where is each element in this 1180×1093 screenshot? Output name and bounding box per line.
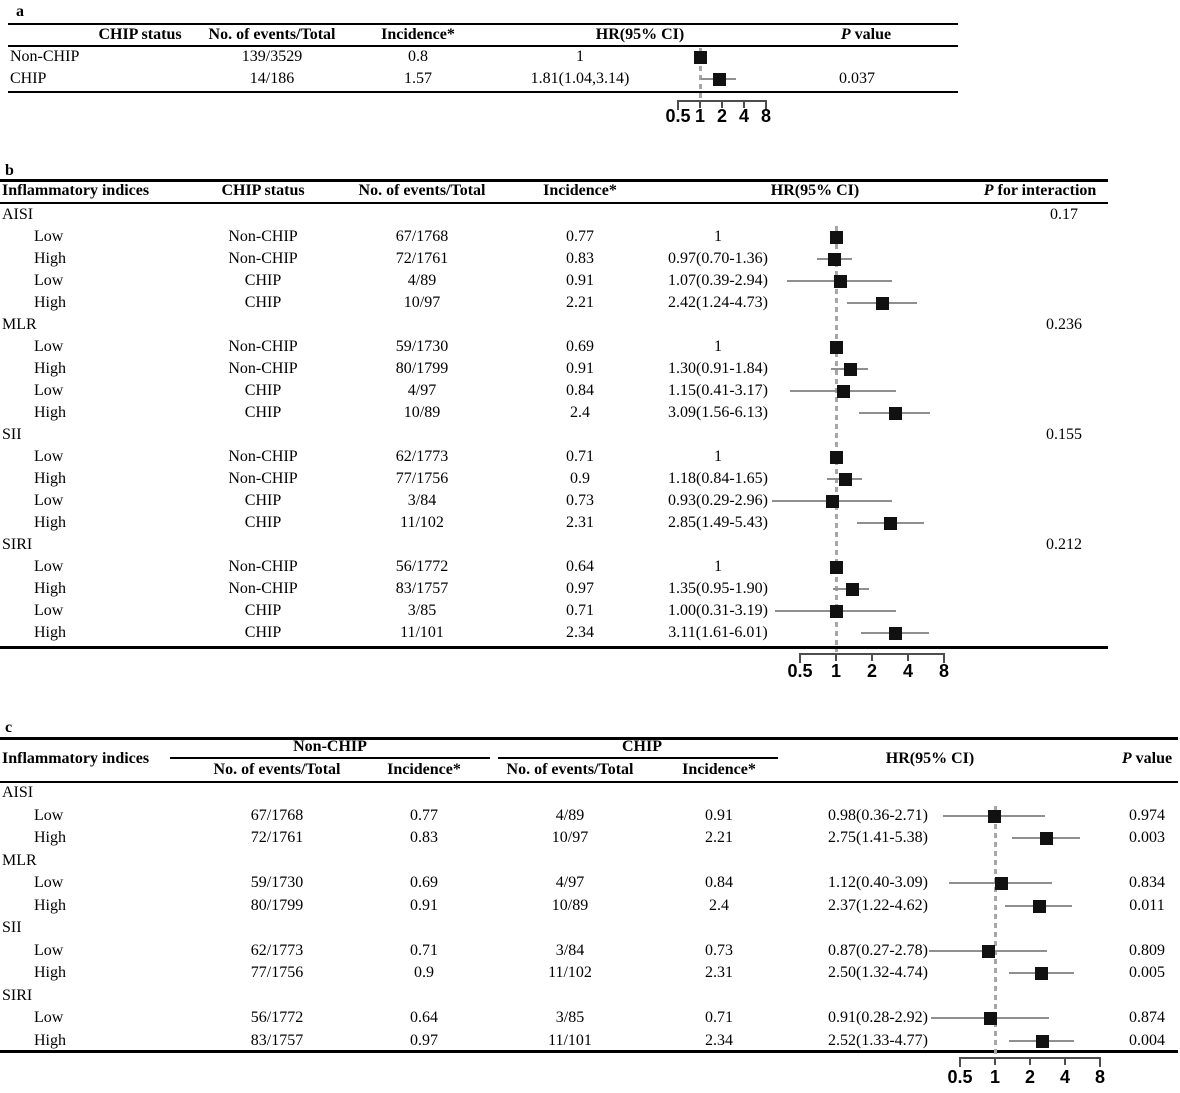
axis-tick-label: 0.5 xyxy=(665,106,691,126)
cell-hr-text: 1.81(1.04,3.14) xyxy=(530,70,630,87)
p-letter-italic: P xyxy=(983,182,994,199)
cell-nonchip-events: 77/1756 xyxy=(250,964,304,981)
cell-chip-events: 11/101 xyxy=(548,1031,592,1049)
cell-chip-status: Non-CHIP xyxy=(228,338,298,355)
cell-nonchip-incidence: 0.9 xyxy=(414,964,434,981)
forest-square xyxy=(889,407,902,420)
cell-events: 3/84 xyxy=(407,492,437,509)
cell-hr-text: 2.52(1.33-4.77) xyxy=(828,1031,928,1049)
cell-p-value: 0.005 xyxy=(1129,964,1165,981)
sub-header-nonchip-incidence: Incidence* xyxy=(387,761,461,778)
cell-incidence: 0.8 xyxy=(408,48,428,65)
cell-hr-text: 1.12(0.40-3.09) xyxy=(828,874,928,891)
cell-p-interaction: 0.17 xyxy=(1050,206,1078,223)
p-label-rest: value xyxy=(850,26,892,43)
cell-p-interaction: 0.212 xyxy=(1046,536,1082,553)
cell-chip-status: CHIP xyxy=(244,294,282,311)
panel-b-label: b xyxy=(5,162,14,179)
cell-events: 14/186 xyxy=(249,70,295,87)
axis-tick-label: 8 xyxy=(1094,1067,1106,1087)
col-header-events: No. of events/Total xyxy=(358,182,486,199)
cell-chip-status: CHIP xyxy=(244,404,282,421)
cell-events: 3/85 xyxy=(407,602,437,619)
row-label-level: Low xyxy=(34,1009,64,1026)
forest-square xyxy=(995,877,1008,890)
row-label-level: High xyxy=(34,250,66,267)
axis-tick-label: 4 xyxy=(902,661,914,681)
cell-events: 62/1773 xyxy=(395,448,449,465)
cell-hr-text: 1 xyxy=(714,448,722,465)
cell-hr-text: 1 xyxy=(714,558,722,575)
cell-incidence: 0.64 xyxy=(566,558,594,575)
row-label-level: Low xyxy=(34,941,64,959)
cell-chip-status: CHIP xyxy=(244,602,282,619)
cell-hr-text: 1.18(0.84-1.65) xyxy=(668,470,768,487)
cell-p-value: 0.809 xyxy=(1129,941,1165,959)
col-header-p-value xyxy=(1122,749,1172,769)
cell-chip-incidence: 2.4 xyxy=(709,896,729,914)
table-rule xyxy=(0,781,1178,783)
cell-hr-text: 1 xyxy=(714,228,722,245)
cell-hr-text: 2.75(1.41-5.38) xyxy=(828,829,928,846)
axis-tick-label: 2 xyxy=(866,661,878,681)
axis-tick-label: 8 xyxy=(760,106,772,126)
cell-events: 77/1756 xyxy=(395,470,449,487)
cell-nonchip-events: 83/1757 xyxy=(250,1031,304,1049)
cell-events: 4/97 xyxy=(407,382,437,399)
cell-chip-events: 4/97 xyxy=(555,874,585,891)
forest-square xyxy=(828,253,841,266)
forest-square xyxy=(1033,900,1046,913)
forest-square xyxy=(846,583,859,596)
row-label-level: Low xyxy=(34,602,64,619)
sub-header-nonchip-events: No. of events/Total xyxy=(213,761,341,778)
cell-nonchip-events: 56/1772 xyxy=(250,1009,304,1026)
col-header-indices: Inflammatory indices xyxy=(2,750,150,767)
cell-chip-incidence: 2.31 xyxy=(705,964,733,981)
cell-nonchip-incidence: 0.69 xyxy=(410,874,438,891)
forest-square xyxy=(1040,832,1053,845)
cell-incidence: 2.21 xyxy=(566,294,594,311)
cell-chip-events: 3/84 xyxy=(555,941,585,959)
row-label-level: Low xyxy=(34,448,64,465)
row-label-level: High xyxy=(34,624,66,641)
col-header-events: No. of events/Total xyxy=(208,26,336,43)
span-header-nonchip: Non-CHIP xyxy=(293,738,367,755)
p-letter-italic: P xyxy=(840,26,851,43)
forest-square xyxy=(830,561,843,574)
forest-square xyxy=(830,231,843,244)
cell-hr-text: 3.09(1.56-6.13) xyxy=(668,404,768,421)
row-label-level: High xyxy=(34,829,66,846)
cell-chip-status: CHIP xyxy=(244,492,282,509)
row-label-level: Low xyxy=(34,382,64,399)
cell-events: 56/1772 xyxy=(395,558,449,575)
cell-events: 72/1761 xyxy=(395,250,449,267)
forest-square xyxy=(1035,967,1048,980)
cell-nonchip-incidence: 0.77 xyxy=(410,806,438,824)
forest-square xyxy=(713,73,726,86)
cell-incidence: 0.83 xyxy=(566,250,594,267)
table-rule xyxy=(0,202,1108,204)
forest-square xyxy=(830,605,843,618)
axis-tick-label: 1 xyxy=(989,1067,1001,1087)
cell-hr-text: 0.97(0.70-1.36) xyxy=(668,250,768,267)
cell-nonchip-events: 67/1768 xyxy=(250,806,304,824)
group-label: MLR xyxy=(2,316,37,333)
table-rule xyxy=(498,757,778,759)
axis-tick-label: 4 xyxy=(1059,1067,1071,1087)
group-label: AISI xyxy=(2,784,34,801)
forest-square xyxy=(839,473,852,486)
cell-chip-incidence: 2.21 xyxy=(705,829,733,846)
axis-tick-label: 0.5 xyxy=(787,661,813,681)
axis-tick xyxy=(1029,1057,1031,1065)
cell-events: 4/89 xyxy=(407,272,437,289)
cell-nonchip-incidence: 0.97 xyxy=(410,1031,438,1049)
cell-hr-text: 1 xyxy=(576,48,584,65)
axis-tick-label: 2 xyxy=(716,106,728,126)
cell-chip-status: CHIP xyxy=(244,382,282,399)
table-rule xyxy=(0,737,1178,740)
axis-tick-label: 1 xyxy=(694,106,706,126)
cell-p-value: 0.011 xyxy=(1129,896,1165,914)
cell-events: 59/1730 xyxy=(395,338,449,355)
forest-square xyxy=(830,341,843,354)
cell-chip-events: 10/97 xyxy=(551,829,589,846)
forest-square xyxy=(844,363,857,376)
cell-hr-text: 0.91(0.28-2.92) xyxy=(828,1009,928,1026)
cell-p-value: 0.003 xyxy=(1129,829,1165,846)
panel-a-label: a xyxy=(16,3,24,20)
row-label-level: High xyxy=(34,896,66,914)
cell-chip-incidence: 2.34 xyxy=(705,1031,733,1049)
axis-tick xyxy=(994,1057,996,1065)
cell-chip-status: Non-CHIP xyxy=(228,448,298,465)
cell-chip-incidence: 0.84 xyxy=(705,874,733,891)
col-header-chip-status: CHIP status xyxy=(221,182,305,199)
cell-events: 83/1757 xyxy=(395,580,449,597)
row-label-level: High xyxy=(34,964,66,981)
cell-hr-text: 0.93(0.29-2.96) xyxy=(668,492,768,509)
cell-chip-status: Non-CHIP xyxy=(228,360,298,377)
cell-chip-status: CHIP xyxy=(244,272,282,289)
row-label-level: High xyxy=(34,470,66,487)
cell-chip-incidence: 0.71 xyxy=(705,1009,733,1026)
table-rule xyxy=(8,91,958,93)
cell-events: 11/102 xyxy=(400,514,444,531)
forest-square xyxy=(984,1012,997,1025)
cell-chip-incidence: 0.73 xyxy=(705,941,733,959)
forest-square xyxy=(830,451,843,464)
axis-tick xyxy=(1064,1057,1066,1065)
sub-header-chip-events: No. of events/Total xyxy=(506,761,634,778)
cell-p-value: 0.834 xyxy=(1129,874,1165,891)
cell-incidence: 1.57 xyxy=(404,70,432,87)
group-label: SIRI xyxy=(2,536,33,553)
row-label-level: High xyxy=(34,360,66,377)
row-label-level: Low xyxy=(34,272,64,289)
group-label: SII xyxy=(2,919,22,936)
col-header-p-interaction xyxy=(984,181,1097,201)
group-label: AISI xyxy=(2,206,34,223)
col-header-p-value xyxy=(841,25,891,45)
cell-events: 67/1768 xyxy=(395,228,449,245)
cell-chip-incidence: 0.91 xyxy=(705,806,733,824)
p-label-rest: value xyxy=(1131,750,1173,767)
cell-events: 10/97 xyxy=(403,294,441,311)
col-header-incidence: Incidence* xyxy=(543,182,617,199)
row-label-level: High xyxy=(34,514,66,531)
cell-incidence: 2.34 xyxy=(566,624,594,641)
cell-hr-text: 2.42(1.24-4.73) xyxy=(668,294,768,311)
cell-p-value: 0.037 xyxy=(839,70,875,87)
cell-incidence: 0.71 xyxy=(566,448,594,465)
cell-events: 10/89 xyxy=(403,404,441,421)
forest-square xyxy=(889,627,902,640)
table-rule xyxy=(8,45,958,47)
cell-hr-text: 1.30(0.91-1.84) xyxy=(668,360,768,377)
cell-nonchip-incidence: 0.71 xyxy=(410,941,438,959)
cell-p-interaction: 0.155 xyxy=(1046,426,1082,443)
axis-tick-label: 4 xyxy=(738,106,750,126)
cell-chip-status: Non-CHIP xyxy=(228,470,298,487)
axis-tick-label: 1 xyxy=(830,661,842,681)
cell-events: 80/1799 xyxy=(395,360,449,377)
cell-nonchip-events: 80/1799 xyxy=(250,896,304,914)
row-label-level: Low xyxy=(34,558,64,575)
cell-incidence: 0.73 xyxy=(566,492,594,509)
cell-chip-events: 4/89 xyxy=(555,806,585,824)
cell-p-interaction: 0.236 xyxy=(1046,316,1082,333)
table-rule xyxy=(0,646,1108,649)
cell-incidence: 0.71 xyxy=(566,602,594,619)
cell-nonchip-incidence: 0.91 xyxy=(410,896,438,914)
forest-square xyxy=(694,51,707,64)
cell-chip-status: Non-CHIP xyxy=(228,558,298,575)
cell-hr-text: 1.35(0.95-1.90) xyxy=(668,580,768,597)
col-header-hr: HR(95% CI) xyxy=(885,750,975,767)
axis-tick-label: 0.5 xyxy=(947,1067,973,1087)
forest-square xyxy=(982,945,995,958)
cell-hr-text: 1.00(0.31-3.19) xyxy=(668,602,768,619)
cell-incidence: 0.77 xyxy=(566,228,594,245)
cell-incidence: 0.97 xyxy=(566,580,594,597)
row-label-chip-status: CHIP xyxy=(10,70,47,87)
cell-chip-status: Non-CHIP xyxy=(228,250,298,267)
p-letter-italic: P xyxy=(1121,750,1132,767)
cell-nonchip-incidence: 0.64 xyxy=(410,1009,438,1026)
cell-incidence: 0.69 xyxy=(566,338,594,355)
cell-hr-text: 0.87(0.27-2.78) xyxy=(828,941,928,959)
panel-c-label: c xyxy=(5,719,13,736)
axis-tick-label: 2 xyxy=(1024,1067,1036,1087)
col-header-incidence: Incidence* xyxy=(381,26,455,43)
cell-nonchip-events: 72/1761 xyxy=(250,829,304,846)
cell-nonchip-incidence: 0.83 xyxy=(410,829,438,846)
cell-incidence: 0.91 xyxy=(566,272,594,289)
forest-square xyxy=(876,297,889,310)
forest-square xyxy=(988,810,1001,823)
col-header-chip-status: CHIP status xyxy=(98,26,182,43)
cell-hr-text: 3.11(1.61-6.01) xyxy=(668,624,768,641)
cell-incidence: 0.84 xyxy=(566,382,594,399)
row-label-level: High xyxy=(34,1031,66,1049)
p-label-rest: for interaction xyxy=(993,182,1097,199)
cell-hr-text: 0.98(0.36-2.71) xyxy=(828,806,928,824)
cell-chip-events: 3/85 xyxy=(555,1009,585,1026)
row-label-level: High xyxy=(34,580,66,597)
col-header-hr: HR(95% CI) xyxy=(770,182,860,199)
cell-incidence: 0.9 xyxy=(570,470,590,487)
cell-hr-text: 1 xyxy=(714,338,722,355)
row-label-level: High xyxy=(34,294,66,311)
forest-square xyxy=(834,275,847,288)
row-label-level: Low xyxy=(34,874,64,891)
group-label: MLR xyxy=(2,851,37,869)
cell-incidence: 0.91 xyxy=(566,360,594,377)
cell-incidence: 2.31 xyxy=(566,514,594,531)
row-label-level: Low xyxy=(34,492,64,509)
cell-p-value: 0.874 xyxy=(1129,1009,1165,1026)
col-header-hr: HR(95% CI) xyxy=(595,26,685,43)
row-label-chip-status: Non-CHIP xyxy=(10,48,80,65)
axis-tick-label: 8 xyxy=(938,661,950,681)
row-label-level: Low xyxy=(34,806,64,824)
row-label-level: Low xyxy=(34,338,64,355)
group-label: SIRI xyxy=(2,986,33,1004)
cell-chip-events: 11/102 xyxy=(548,964,592,981)
forest-square xyxy=(837,385,850,398)
cell-chip-status: CHIP xyxy=(244,514,282,531)
cell-p-value: 0.004 xyxy=(1129,1031,1165,1049)
row-label-level: Low xyxy=(34,228,64,245)
span-header-chip: CHIP xyxy=(622,738,662,755)
cell-chip-events: 10/89 xyxy=(551,896,589,914)
row-label-level: High xyxy=(34,404,66,421)
cell-incidence: 2.4 xyxy=(570,404,590,421)
table-rule xyxy=(170,757,490,759)
cell-nonchip-events: 62/1773 xyxy=(250,941,304,959)
forest-square xyxy=(1036,1035,1049,1048)
cell-events: 11/101 xyxy=(400,624,444,641)
cell-hr-text: 2.85(1.49-5.43) xyxy=(668,514,768,531)
cell-hr-text: 1.15(0.41-3.17) xyxy=(668,382,768,399)
sub-header-chip-incidence: Incidence* xyxy=(682,761,756,778)
cell-hr-text: 2.37(1.22-4.62) xyxy=(828,896,928,914)
cell-chip-status: Non-CHIP xyxy=(228,580,298,597)
col-header-indices: Inflammatory indices xyxy=(2,182,150,199)
cell-nonchip-events: 59/1730 xyxy=(250,874,304,891)
cell-p-value: 0.974 xyxy=(1129,806,1165,824)
cell-chip-status: Non-CHIP xyxy=(228,228,298,245)
cell-events: 139/3529 xyxy=(241,48,303,65)
forest-square xyxy=(884,517,897,530)
cell-hr-text: 1.07(0.39-2.94) xyxy=(668,272,768,289)
forest-square xyxy=(826,495,839,508)
cell-chip-status: CHIP xyxy=(244,624,282,641)
group-label: SII xyxy=(2,426,22,443)
cell-hr-text: 2.50(1.32-4.74) xyxy=(828,964,928,981)
